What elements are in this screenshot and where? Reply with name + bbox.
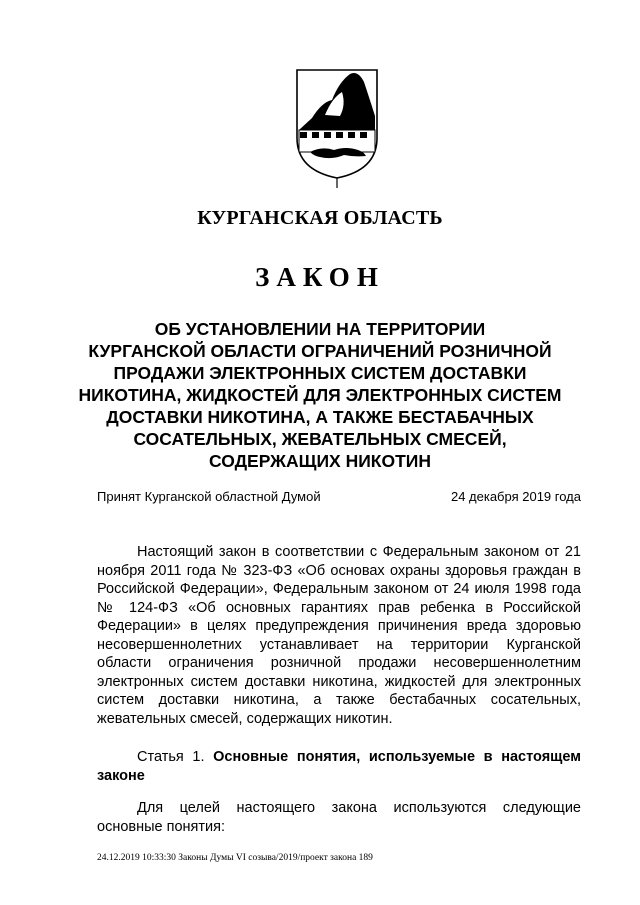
law-title-line: СОСАТЕЛЬНЫХ, ЖЕВАТЕЛЬНЫХ СМЕСЕЙ,: [133, 429, 507, 449]
article-number: Статья 1.: [137, 749, 205, 765]
adoption-line: [97, 489, 581, 504]
law-title-line: ОБ УСТАНОВЛЕНИИ НА ТЕРРИТОРИИ: [154, 319, 486, 339]
region-name: КУРГАНСКАЯ ОБЛАСТЬ: [197, 207, 443, 229]
law-title-line: ПРОДАЖИ ЭЛЕКТРОННЫХ СИСТЕМ ДОСТАВКИ: [113, 363, 527, 383]
law-title-line: ДОСТАВКИ НИКОТИНА, А ТАКЖЕ БЕСТАБАЧНЫХ: [106, 407, 534, 427]
preamble-paragraph: Настоящий закон в соответствии с Федеральным законом от 21 ноября 2011 года № 323-ФЗ «Об основах охраны здоровья граждан в Российской Федерации», Федеральным законом от 24 июля 1998 года № 124-ФЗ «Об основных гарантиях прав ребенка в Российской Федерации» в целях предупреждения причинения вреда здоровью несовершеннолетних устанавливает на территории Курганской области ограничения розничной продажи несовершеннолетним электронных систем доставки никотина, жидкостей для электронных систем доставки никотина, а также бестабачных сосательных, жевательных смесей, содержащих никотин.: [97, 544, 581, 727]
document-type: ЗАКОН: [255, 262, 385, 292]
footer-stamp: 24.12.2019 10:33:30 Законы Думы VI созыва/2019/проект закона 189: [97, 853, 373, 863]
kurgan-coat-of-arms-icon: [292, 60, 382, 190]
law-title-line: КУРГАНСКОЙ ОБЛАСТИ ОГРАНИЧЕНИЙ РОЗНИЧНОЙ: [88, 341, 552, 361]
law-title: [60, 318, 580, 472]
adoption-date: 24 декабря 2019 года: [450, 489, 581, 504]
article-1-heading: [97, 748, 581, 785]
article-1-text: Для целей настоящего закона используются следующие основные понятия:: [97, 800, 581, 835]
law-title-line: НИКОТИНА, ЖИДКОСТЕЙ ДЛЯ ЭЛЕКТРОННЫХ СИСТЕМ: [78, 385, 562, 405]
article-title: Основные понятия, используемые в настоящем законе: [97, 749, 581, 784]
adopted-by: Принят Курганской областной Думой: [97, 489, 321, 504]
law-title-line: СОДЕРЖАЩИХ НИКОТИН: [209, 451, 431, 471]
